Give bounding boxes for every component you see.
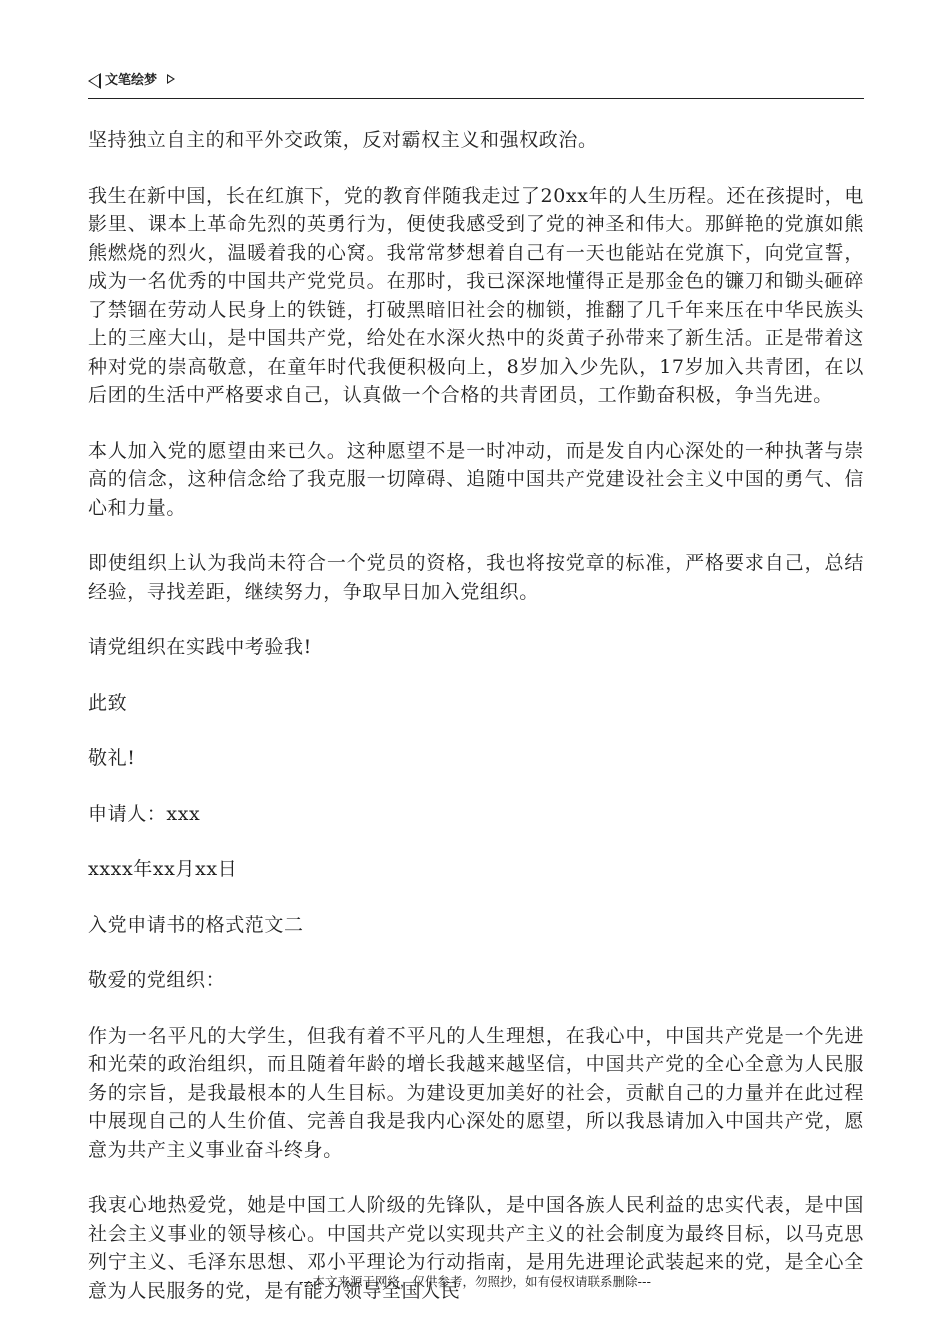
paragraph: 请党组织在实践中考验我! <box>88 636 312 658</box>
header-brand: 文笔绘梦 <box>105 73 158 88</box>
section-title: 入党申请书的格式范文二 <box>88 913 304 936</box>
document-body <box>88 126 864 1332</box>
paragraph: 我生在新中国，长在红旗下，党的教育伴随我走过了20xx年的人生历程。还在孩提时，电影里、课本上革命先烈的英勇行为，便使我感受到了党的神圣和伟大。那鲜艳的党旗如熊熊燃烧的烈火，温暖着我的心窝。我常常梦想着自己有一天也能站在党旗下，向党宣誓，成为一名优秀的中国共产党党员。在那时，我已深深地懂得正是那金色的镰刀和锄头砸碎了禁锢在劳动人民身上的铁链，打破黑暗旧社会的枷锁，推翻了几千年来压在中华民族头上的三座大山，是中国共产党，给处在水深火热中的炎黄子孙带来了新生活。正是带着这种对党的崇高敬意，在童年时代我便积极向上，8岁加入少先队，17岁加入共青团，在以后团的生活中严格要求自己，认真做一个合格的共青团员，工作勤奋积极，争当先进。 <box>88 184 864 406</box>
closing-regards: 敬礼! <box>88 747 136 769</box>
applicant-line: 申请人：xxx <box>88 802 201 825</box>
paragraph: 即使组织上认为我尚未符合一个党员的资格，我也将按党章的标准，严格要求自己，总结经验，寻找差距，继续努力，争取早日加入党组织。 <box>88 552 864 603</box>
footer-notice: ---本文来源于网络，仅供参考，勿照抄，如有侵权请联系删除--- <box>298 1274 652 1289</box>
date-line: xxxx年xx月xx日 <box>88 858 238 880</box>
paragraph: 我衷心地热爱党，她是中国工人阶级的先锋队，是中国各族人民利益的忠实代表，是中国社会主义事业的领导核心。中国共产党以实现共产主义的社会制度为最终目标，以马克思列宁主义、毛泽东思想、邓小平理论为行动指南，是用先进理论武装起来的党，是全心全意为人民服务的党，是有能力领导全国人民 <box>88 1194 864 1302</box>
paragraph: 本人加入党的愿望由来已久。这种愿望不是一时冲动，而是发自内心深处的一种执著与崇高的信念，这种信念给了我克服一切障碍、追随中国共产党建设社会主义中国的勇气、信心和力量。 <box>88 439 864 519</box>
triangle-left-icon <box>88 73 101 89</box>
paragraph: 坚持独立自主的和平外交政策，反对霸权主义和强权政治。 <box>88 129 598 151</box>
greeting-line: 敬爱的党组织： <box>88 969 226 991</box>
document-header <box>88 72 864 99</box>
triangle-right-icon <box>167 74 175 84</box>
closing-salutation: 此致 <box>88 691 128 714</box>
paragraph: 作为一名平凡的大学生，但我有着不平凡的人生理想，在我心中，中国共产党是一个先进和光荣的政治组织，而且随着年龄的增长我越来越坚信，中国共产党的全心全意为人民服务的宗旨，是我最根本的人生目标。为建设更加美好的社会，贡献自己的力量并在此过程中展现自己的人生价值、完善自我是我内心深处的愿望，所以我恳请加入中国共产党，愿意为共产主义事业奋斗终身。 <box>88 1024 864 1161</box>
